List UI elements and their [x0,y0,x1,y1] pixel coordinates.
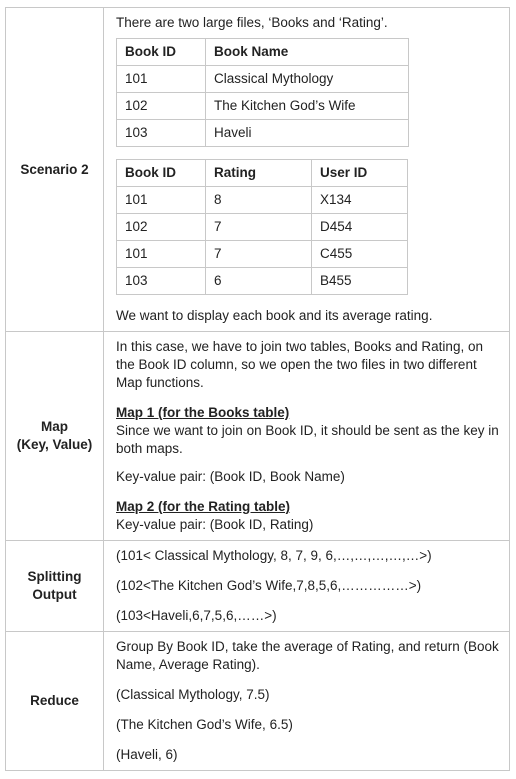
table-row [117,187,408,214]
table-cell: 103 [117,268,206,295]
scenario-outro: We want to display each book and its average rating. [116,308,433,323]
splitting-label-line2: Output [32,587,77,602]
table-cell: 101 [117,187,206,214]
table-cell: Classical Mythology [206,66,409,93]
reduce-result: (Haveli, 6) [116,747,178,762]
table-cell: C455 [312,241,408,268]
splitting-content [104,541,510,632]
table-row [117,93,409,120]
table-cell: 7 [206,241,312,268]
table-cell: 102 [117,93,206,120]
books-header-id: Book ID [117,39,206,66]
reduce-row [6,632,510,771]
map-content [104,332,510,541]
table-row [117,241,408,268]
map1-text: Since we want to join on Book ID, it should be sent as the key in both maps. [116,423,499,456]
table-cell: X134 [312,187,408,214]
table-row [117,214,408,241]
reduce-content [104,632,510,771]
scenario-content [104,8,510,332]
scenario-row [6,8,510,332]
rating-header-rating: Rating [206,160,312,187]
books-table [116,38,409,147]
map2-heading: Map 2 (for the Rating table) [116,499,291,514]
table-cell: 101 [117,66,206,93]
splitting-line: (103<Haveli,6,7,5,6,……>) [116,608,277,623]
table-cell: Haveli [206,120,409,147]
table-row [117,268,408,295]
table-cell: 101 [117,241,206,268]
splitting-line: (101< Classical Mythology, 8, 7, 9, 6,…,…,…,…,…>) [116,548,432,563]
table-cell: The Kitchen God’s Wife [206,93,409,120]
splitting-row [6,541,510,632]
map-label [6,332,104,541]
reduce-result: (The Kitchen God’s Wife, 6.5) [116,717,293,732]
rating-header-user: User ID [312,160,408,187]
map1-heading: Map 1 (for the Books table) [116,405,290,420]
table-cell: D454 [312,214,408,241]
splitting-label [6,541,104,632]
scenario-label: Scenario 2 [6,8,104,332]
map-row [6,332,510,541]
table-row [117,66,409,93]
rating-header-id: Book ID [117,160,206,187]
table-cell: 7 [206,214,312,241]
map2-kv: Key-value pair: (Book ID, Rating) [116,517,314,532]
rating-table [116,159,408,295]
reduce-label: Reduce [6,632,104,771]
map-intro: In this case, we have to join two tables, Books and Rating, on the Book ID column, so we open the two files in two different Map functions. [116,339,483,390]
books-header-name: Book Name [206,39,409,66]
table-cell: 6 [206,268,312,295]
table-row [117,120,409,147]
table-cell: B455 [312,268,408,295]
reduce-result: (Classical Mythology, 7.5) [116,687,270,702]
reduce-intro: Group By Book ID, take the average of Rating, and return (Book Name, Average Rating). [116,639,499,672]
map1-kv: Key-value pair: (Book ID, Book Name) [116,469,345,484]
scenario-intro: There are two large files, ‘Books and ‘Rating’. [116,15,388,30]
map-label-line1: Map [41,419,68,434]
table-cell: 102 [117,214,206,241]
mapreduce-table [5,7,510,771]
splitting-line: (102<The Kitchen God’s Wife,7,8,5,6,……………>) [116,578,422,593]
table-cell: 103 [117,120,206,147]
table-cell: 8 [206,187,312,214]
splitting-label-line1: Splitting [27,569,82,584]
map-label-line2: (Key, Value) [16,437,93,452]
